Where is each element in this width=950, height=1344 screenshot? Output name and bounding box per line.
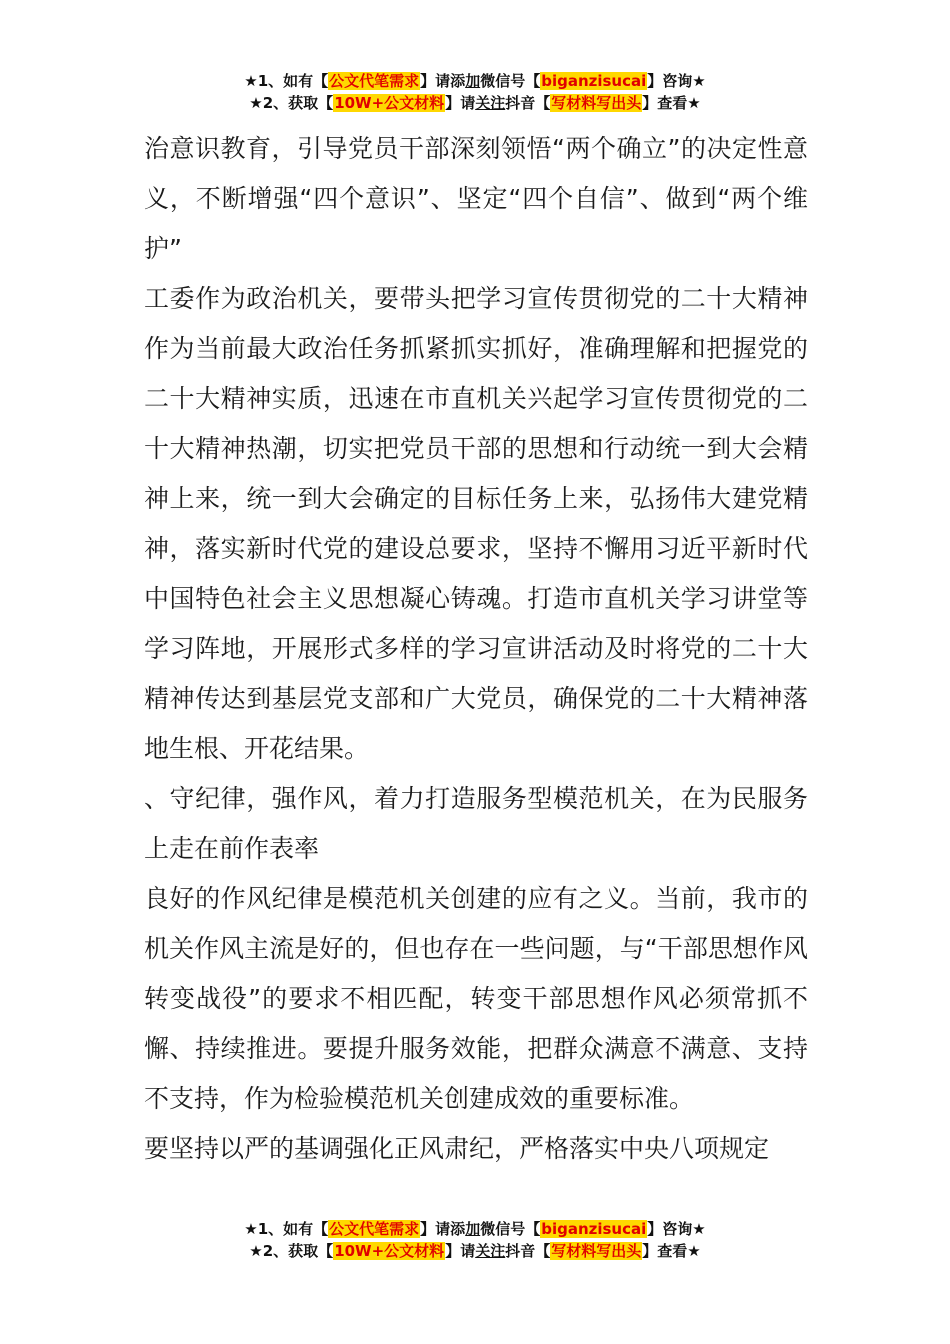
banner-text: 抖音【	[505, 94, 551, 112]
banner-text: 】请	[445, 1242, 476, 1260]
banner-wechat-id: biganzisucai	[541, 72, 647, 90]
paragraph-2: 工委作为政治机关，要带头把学习宣传贯彻党的二十大精神作为当前最大政治任务抓紧抓实抓好，准确理解和把握党的二十大精神实质，迅速在市直机关兴起学习宣传贯彻党的二十大精神热潮，切实把党员干部的思想和行动统一到大会精神上来，统一到大会确定的目标任务上来，弘扬伟大建党精神，落实新时代党的建设总要求，坚持不懈用习近平新时代中国特色社会主义思想凝心铸魂。打造市直机关学习讲堂等学习阵地，开展形式多样的学习宣讲活动及时将党的二十大精神传达到基层党支部和广大党员，确保党的二十大精神落地生根、开花结果。	[144, 284, 808, 763]
banner-line-2	[0, 1240, 950, 1262]
banner-text: ★1、如有【	[244, 1220, 329, 1238]
banner-line-1	[0, 70, 950, 92]
banner-text: 】请添	[420, 1220, 466, 1238]
banner-text: ★1、如有【	[244, 72, 329, 90]
footer-banner	[0, 1218, 950, 1262]
banner-text: ★2、获取【	[249, 1242, 334, 1260]
banner-text: 】请添	[420, 72, 466, 90]
banner-emphasis: 加	[465, 1220, 481, 1238]
banner-douyin-id: 写材料写出头	[551, 1242, 642, 1260]
banner-line-2	[0, 92, 950, 114]
banner-text: 微信号【	[480, 72, 541, 90]
paragraph-3: 良好的作风纪律是模范机关创建的应有之义。当前，我市的机关作风主流是好的，但也存在一些问题，与“干部思想作风转变战役”的要求不相匹配，转变干部思想作风必须常抓不懈、持续推进。要提升服务效能，把群众满意不满意、支持不支持，作为检验模范机关创建成效的重要标准。	[144, 884, 808, 1113]
banner-emphasis: 关注	[475, 94, 506, 112]
banner-text: 微信号【	[480, 1220, 541, 1238]
banner-text: 抖音【	[505, 1242, 551, 1260]
paragraph-1: 治意识教育，引导党员干部深刻领悟“两个确立”的决定性意义，不断增强“四个意识”、坚定“四个自信”、做到“两个维护”	[144, 134, 808, 263]
banner-text: 】咨询★	[647, 1220, 706, 1238]
section-heading: 、守纪律，强作风，着力打造服务型模范机关，在为民服务上走在前作表率	[144, 784, 808, 863]
banner-wechat-id: biganzisucai	[541, 1220, 647, 1238]
banner-text: 】查看★	[642, 94, 701, 112]
paragraph-4: 要坚持以严的基调强化正风肃纪，严格落实中央八项规定	[144, 1134, 770, 1163]
banner-highlight: 公文代笔需求	[329, 72, 420, 90]
document-body	[144, 124, 808, 1174]
banner-highlight: 10W+公文材料	[334, 94, 445, 112]
banner-line-1	[0, 1218, 950, 1240]
banner-text: ★2、获取【	[249, 94, 334, 112]
banner-emphasis: 加	[465, 72, 481, 90]
banner-douyin-id: 写材料写出头	[551, 94, 642, 112]
banner-emphasis: 关注	[475, 1242, 506, 1260]
banner-text: 】咨询★	[647, 72, 706, 90]
header-banner	[0, 70, 950, 114]
banner-text: 】查看★	[642, 1242, 701, 1260]
banner-highlight: 10W+公文材料	[334, 1242, 445, 1260]
banner-text: 】请	[445, 94, 476, 112]
banner-highlight: 公文代笔需求	[329, 1220, 420, 1238]
